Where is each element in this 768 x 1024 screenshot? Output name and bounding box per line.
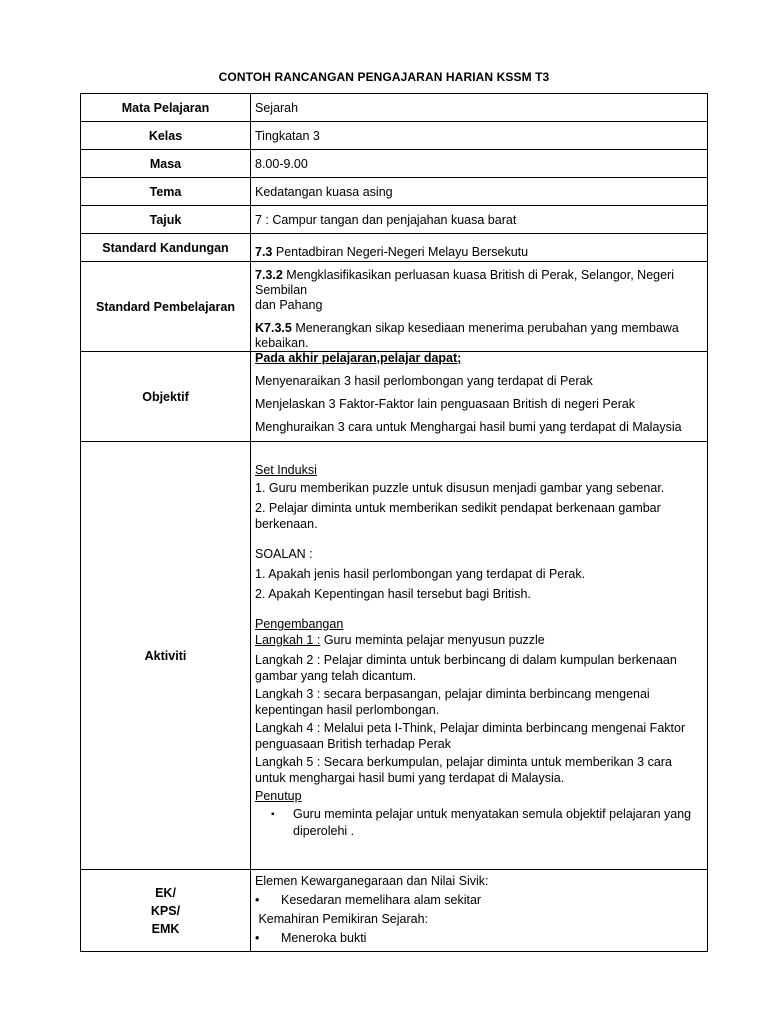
row-objektif xyxy=(81,352,708,442)
label-tema: Tema xyxy=(81,178,251,206)
label-standard-kandungan: Standard Kandungan xyxy=(81,234,251,262)
sk-code: 7.3 xyxy=(255,244,273,259)
penutup-list xyxy=(255,806,703,840)
sp-item1-line2: dan Pahang xyxy=(255,298,323,312)
round-bullet-icon: • xyxy=(255,931,260,945)
value-standard-pembelajaran xyxy=(251,262,708,352)
set-induksi-item-1: 1. Guru memberikan puzzle untuk disusun menjadi gambar yang sebenar. xyxy=(255,481,665,495)
objektif-item-1: Menyenaraikan 3 hasil perlombongan yang terdapat di Perak xyxy=(255,374,593,388)
label-mata-pelajaran: Mata Pelajaran xyxy=(81,94,251,122)
ek-item-1: • Kesedaran memelihara alam sekitar xyxy=(255,891,703,910)
soalan-heading: SOALAN : xyxy=(255,547,313,561)
langkah-2-line-1: Langkah 2 : Pelajar diminta untuk berbincang di dalam kumpulan berkenaan xyxy=(255,653,677,667)
sp-item1-line1: 7.3.2 Mengklasifikasikan perluasan kuasa British di Perak, Selangor, Negeri Sembilan xyxy=(255,268,674,297)
soalan-item-2: 2. Apakah Kepentingan hasil tersebut bagi British. xyxy=(255,587,531,601)
value-tema: Kedatangan kuasa asing xyxy=(251,178,708,206)
set-induksi-heading: Set Induksi xyxy=(255,463,317,477)
value-kelas: Tingkatan 3 xyxy=(251,122,708,150)
soalan-item-1: 1. Apakah jenis hasil perlombongan yang terdapat di Perak. xyxy=(255,567,586,581)
label-standard-pembelajaran: Standard Pembelajaran xyxy=(81,262,251,352)
label-tajuk: Tajuk xyxy=(81,206,251,234)
ek-item-2: • Meneroka bukti xyxy=(255,929,703,948)
ek-list-1 xyxy=(255,891,703,910)
ek-heading-2: Kemahiran Pemikiran Sejarah: xyxy=(255,912,428,926)
langkah-2-line-2: gambar yang telah dicantum. xyxy=(255,669,417,683)
value-mata-pelajaran: Sejarah xyxy=(251,94,708,122)
document-title: CONTOH RANCANGAN PENGAJARAN HARIAN KSSM T3 xyxy=(218,70,550,84)
row-tajuk xyxy=(81,206,708,234)
row-ek-kps-emk xyxy=(81,870,708,952)
objektif-heading: Pada akhir pelajaran,pelajar dapat; xyxy=(255,351,462,365)
lesson-plan-table xyxy=(80,93,708,952)
value-masa: 8.00-9.00 xyxy=(251,150,708,178)
row-masa xyxy=(81,150,708,178)
row-mata-pelajaran xyxy=(81,94,708,122)
row-standard-pembelajaran xyxy=(81,262,708,352)
langkah-5-line-1: Langkah 5 : Secara berkumpulan, pelajar diminta untuk memberikan 3 cara xyxy=(255,755,672,769)
set-induksi-item-2: 2. Pelajar diminta untuk memberikan sedikit pendapat berkenaan gambar xyxy=(255,501,661,515)
penutup-heading: Penutup xyxy=(255,789,302,803)
value-objektif xyxy=(251,352,708,442)
penutup-item-1: ▪ Guru meminta pelajar untuk menyatakan semula objektif pelajaran yang diperolehi . xyxy=(271,807,692,838)
value-standard-kandungan xyxy=(251,234,708,262)
row-standard-kandungan xyxy=(81,234,708,262)
langkah-3-line-2: kepentingan hasil perlombongan. xyxy=(255,703,440,717)
value-aktiviti xyxy=(251,442,708,870)
ek-list-2 xyxy=(255,929,703,948)
row-tema xyxy=(81,178,708,206)
label-objektif: Objektif xyxy=(81,352,251,442)
value-tajuk: 7 : Campur tangan dan penjajahan kuasa barat xyxy=(251,206,708,234)
langkah-4-line-1: Langkah 4 : Melalui peta I-Think, Pelajar diminta berbincang mengenai Faktor xyxy=(255,721,686,735)
sp-item2: K7.3.5 Menerangkan sikap kesediaan menerima perubahan yang membawa kebaikan. xyxy=(255,321,679,350)
label-ek-kps-emk: EK/ KPS/ EMK xyxy=(81,870,251,952)
value-ek-kps-emk xyxy=(251,870,708,952)
row-aktiviti xyxy=(81,442,708,870)
label-kelas: Kelas xyxy=(81,122,251,150)
langkah-3-line-1: Langkah 3 : secara berpasangan, pelajar diminta berbincang mengenai xyxy=(255,687,650,701)
langkah-5-line-2: untuk menghargai hasil bumi yang terdapat di Malaysia. xyxy=(255,771,565,785)
pengembangan-heading: Pengembangan xyxy=(255,617,344,631)
square-bullet-icon: ▪ xyxy=(271,809,275,820)
ek-heading-1: Elemen Kewarganegaraan dan Nilai Sivik: xyxy=(255,874,489,888)
set-induksi-item-2-cont: berkenaan. xyxy=(255,517,318,531)
objektif-item-3: Menghuraikan 3 cara untuk Menghargai hasil bumi yang terdapat di Malaysia xyxy=(255,420,682,434)
langkah-1: Langkah 1 : Guru meminta pelajar menyusun puzzle xyxy=(255,633,545,647)
label-masa: Masa xyxy=(81,150,251,178)
objektif-item-2: Menjelaskan 3 Faktor-Faktor lain penguasaan British di negeri Perak xyxy=(255,397,636,411)
sk-text: Pentadbiran Negeri-Negeri Melayu Bersekutu xyxy=(272,244,529,259)
label-aktiviti: Aktiviti xyxy=(81,442,251,870)
langkah-4-line-2: penguasaan British terhadap Perak xyxy=(255,737,451,751)
row-kelas xyxy=(81,122,708,150)
round-bullet-icon: • xyxy=(255,893,260,907)
